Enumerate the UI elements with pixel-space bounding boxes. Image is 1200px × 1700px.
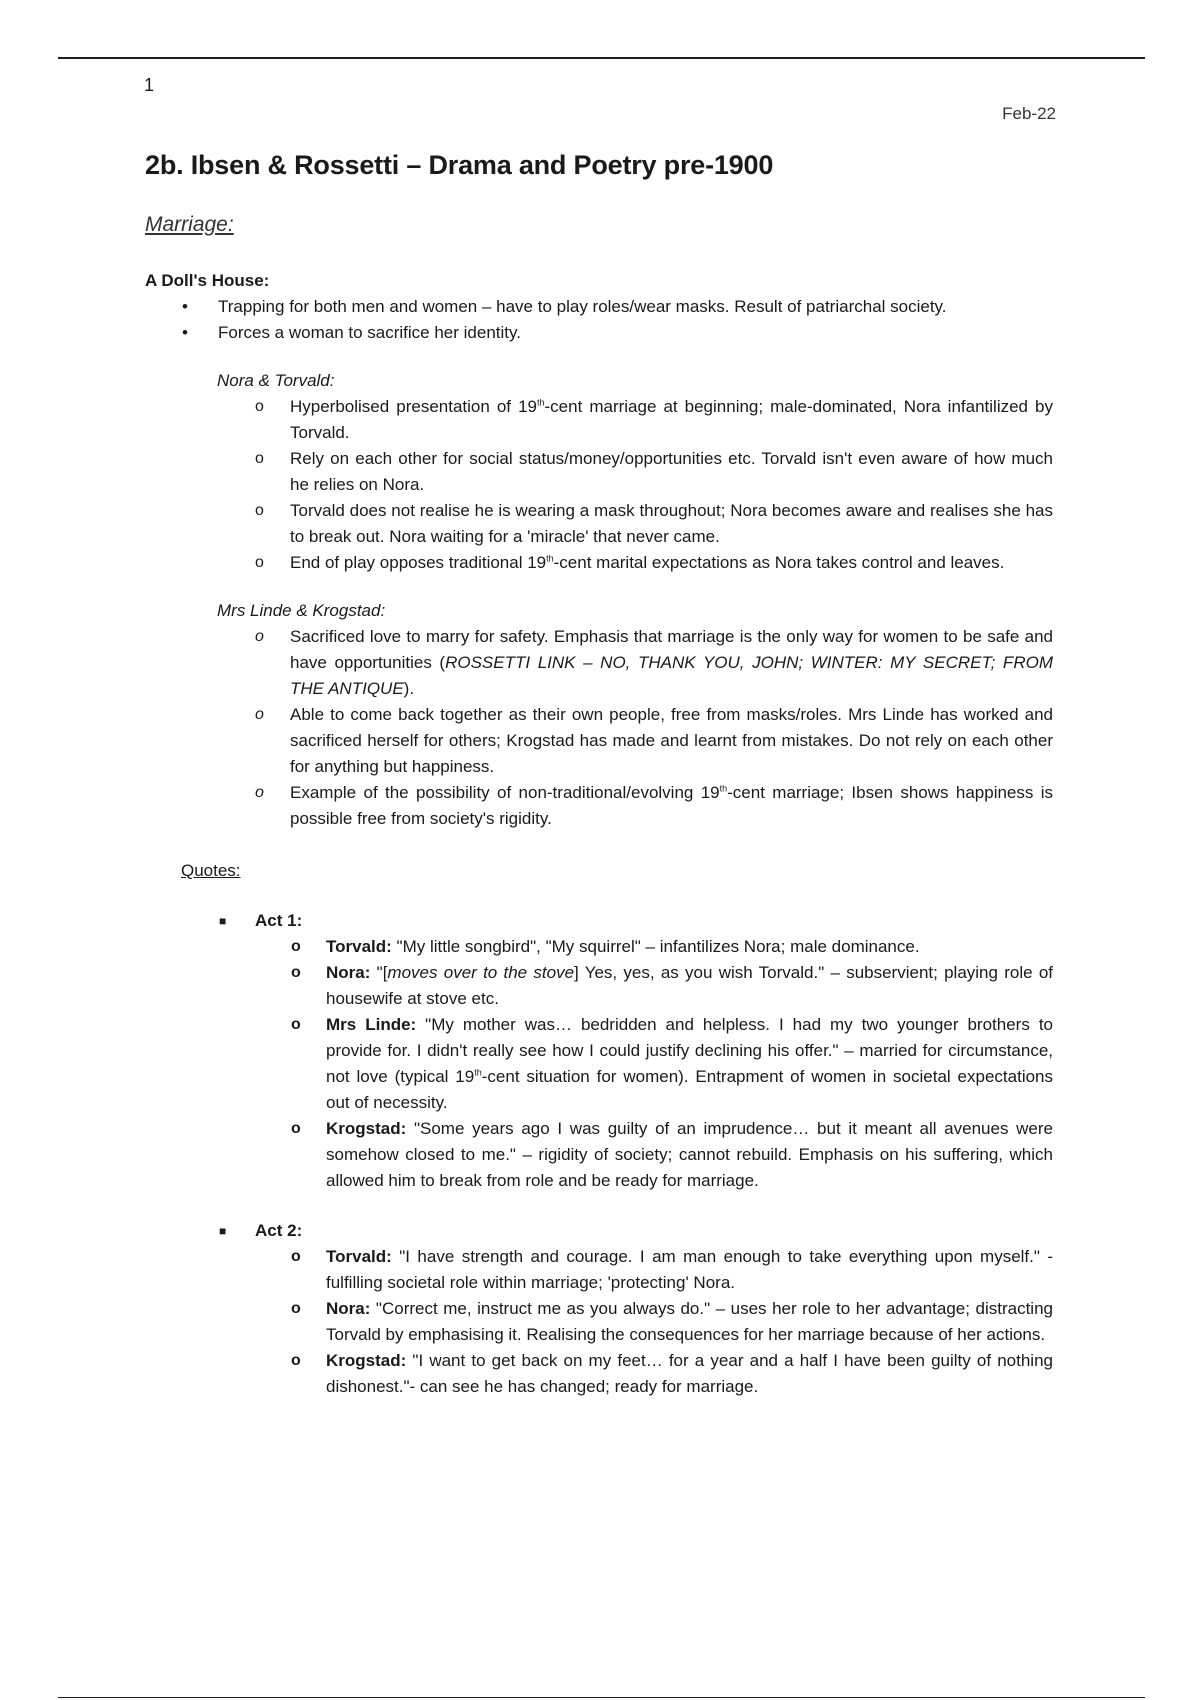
linde-krogstad-points <box>217 624 1053 832</box>
act-title: ■ Act 1: <box>145 908 1053 934</box>
quotes-heading: Quotes: <box>181 861 241 880</box>
quote-item: o Nora: "[moves over to the stove] Yes, yes, as you wish Torvald." – subservient; playing role of housewife at stove etc. <box>145 960 1053 1012</box>
list-item: o Sacrificed love to marry for safety. Emphasis that marriage is the only way for women to be safe and have opportunities (ROSSETTI LINK – NO, THANK YOU, JOHN; WINTER: MY SECRET; FROM THE ANTIQUE). <box>217 624 1053 702</box>
circle-bullet-icon: o <box>255 398 264 415</box>
circle-bullet-icon: o <box>255 628 264 645</box>
list-item: • Forces a woman to sacrifice her identity. <box>145 320 1053 346</box>
page-title: 2b. Ibsen & Rossetti – Drama and Poetry pre-1900 <box>145 150 774 180</box>
list-item: o Rely on each other for social status/money/opportunities etc. Torvald isn't even aware of how much he relies on Nora. <box>217 446 1053 498</box>
header-rule <box>58 57 1145 59</box>
list-item: • Trapping for both men and women – have to play roles/wear masks. Result of patriarchal society. <box>145 294 1053 320</box>
circle-bullet-icon: o <box>291 1248 301 1265</box>
quote-item: o Krogstad: "I want to get back on my feet… for a year and a half I have been guilty of nothing dishonest."- can see he has changed; ready for marriage. <box>145 1348 1053 1400</box>
bullet-icon: • <box>182 323 188 342</box>
act-2-quotes <box>145 1244 1053 1400</box>
list-item: o Able to come back together as their own people, free from masks/roles. Mrs Linde has worked and sacrificed herself for others; Krogstad has made and learnt from mistakes. Do not rely on each other for anything but happiness. <box>217 702 1053 780</box>
acts-section <box>145 908 1053 1400</box>
square-bullet-icon: ■ <box>219 1224 227 1238</box>
circle-bullet-icon: o <box>291 1120 301 1137</box>
act-1-quotes <box>145 934 1053 1194</box>
quote-item: o Torvald: "I have strength and courage. I am man enough to take everything upon myself." - fulfilling societal role within marriage; 'protecting' Nora. <box>145 1244 1053 1296</box>
quote-item: o Krogstad: "Some years ago I was guilty of an imprudence… but it meant all avenues were somehow closed to me." – rigidity of society; cannot rebuild. Emphasis on his suffering, which allowed him to break from role and be ready for marriage. <box>145 1116 1053 1194</box>
circle-bullet-icon: o <box>291 964 301 981</box>
footer-rule <box>58 1697 1145 1698</box>
circle-bullet-icon: o <box>255 450 264 467</box>
section-heading-marriage: Marriage: <box>145 213 234 236</box>
act-1-block <box>145 908 1053 1194</box>
circle-bullet-icon: o <box>255 706 264 723</box>
linde-krogstad-section <box>217 598 1053 832</box>
general-points-list <box>145 294 1053 346</box>
circle-bullet-icon: o <box>255 554 264 571</box>
list-item: o End of play opposes traditional 19th-cent marital expectations as Nora takes control and leaves. <box>217 550 1053 576</box>
circle-bullet-icon: o <box>291 1016 301 1033</box>
act-2-block <box>145 1218 1053 1400</box>
circle-bullet-icon: o <box>291 938 301 955</box>
document-date: Feb-22 <box>1002 104 1056 123</box>
circle-bullet-icon: o <box>291 1300 301 1317</box>
list-item: o Example of the possibility of non-traditional/evolving 19th-cent marriage; Ibsen shows happiness is possible free from society's rigidity. <box>217 780 1053 832</box>
nora-torvald-section <box>217 368 1053 576</box>
subsection-heading: Nora & Torvald: <box>217 371 335 390</box>
circle-bullet-icon: o <box>255 502 264 519</box>
quote-item: o Torvald: "My little songbird", "My squirrel" – infantilizes Nora; male dominance. <box>145 934 1053 960</box>
subsection-heading: Mrs Linde & Krogstad: <box>217 601 386 620</box>
quote-item: o Nora: "Correct me, instruct me as you always do." – uses her role to her advantage; distracting Torvald by emphasising it. Realising the consequences for her marriage because of her actions. <box>145 1296 1053 1348</box>
bullet-icon: • <box>182 297 188 316</box>
document-body <box>145 148 1053 1424</box>
circle-bullet-icon: o <box>291 1352 301 1369</box>
nora-torvald-points <box>217 394 1053 576</box>
list-item: o Hyperbolised presentation of 19th-cent marriage at beginning; male-dominated, Nora infantilized by Torvald. <box>217 394 1053 446</box>
square-bullet-icon: ■ <box>219 914 227 928</box>
circle-bullet-icon: o <box>255 784 264 801</box>
act-title: ■ Act 2: <box>145 1218 1053 1244</box>
page-number: 1 <box>144 75 155 95</box>
quote-item: o Mrs Linde: "My mother was… bedridden and helpless. I had my two younger brothers to provide for. I didn't really see how I could justify declining his offer." – married for circumstance, not love (typical 19th-cent situation for women). Entrapment of women in societal expectations out of necessity. <box>145 1012 1053 1116</box>
play-title: A Doll's House: <box>145 271 270 290</box>
list-item: o Torvald does not realise he is wearing a mask throughout; Nora becomes aware and realises she has to break out. Nora waiting for a 'miracle' that never came. <box>217 498 1053 550</box>
